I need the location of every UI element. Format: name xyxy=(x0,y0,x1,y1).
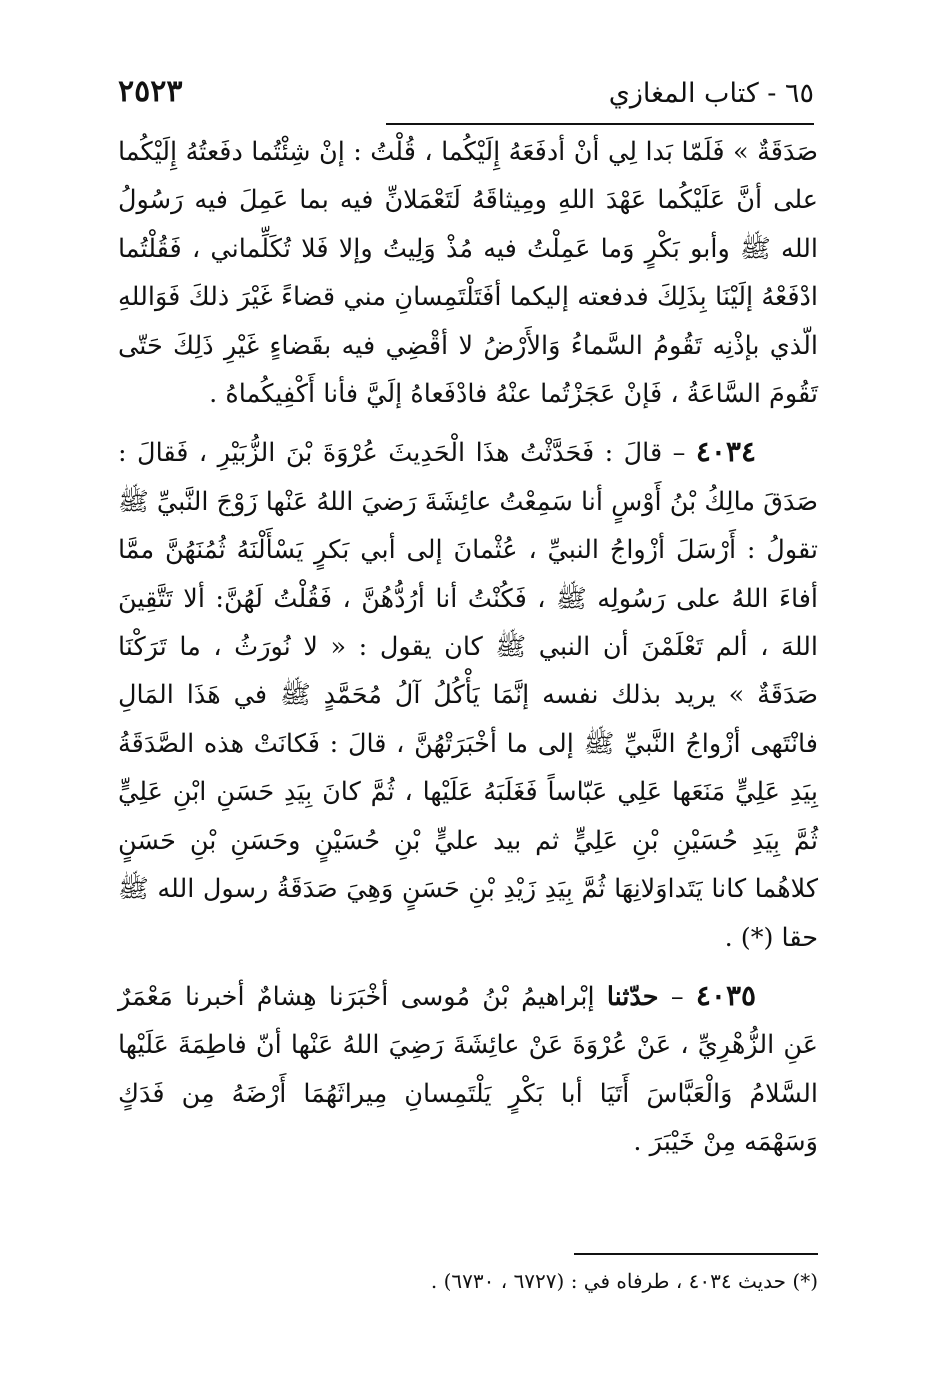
hadith-paragraph: ٤٠٣٥ – حدّثنا إبْراهيمُ بْنُ مُوسى أخْبَرَنا هِشامٌ أخبرنا مَعْمَرٌ عَنِ الزُّهْرِيِّ ، عَنْ عُرْوَةَ عَنْ عائِشَةَ رَضِيَ اللهُ عَنْها أنّ فاطِمَةَ عَلَيْها السَّلامُ وَالْعَبَّاسَ أَتَيَا أبا بَكْرٍ يَلْتَمِسانِ مِيراثَهُمَا أَرْضَهُ مِن فَدَكٍ وَسَهْمَه مِنْ خَيْبَرَ . xyxy=(118,978,818,1158)
page-number: ٢٥٢٣ xyxy=(118,74,183,109)
footnote: (*) حديث ٤٠٣٤ ، طرفاه في : (٦٧٢٧ ، ٦٧٣٠) . xyxy=(430,1269,818,1293)
hadith-lead-word: حدّثنا xyxy=(606,981,659,1012)
hadith-paragraph: ٤٠٣٤ – قالَ : فَحَدَّثْتُ هذَا الْحَدِيثَ عُرْوَةَ بْنَ الزُّبَيْرِ ، فَقالَ : صَدَقَ مالِكُ بْنُ أَوْسٍ أنا سَمِعْتُ عائِشَةَ رَضيَ اللهُ عَنْها زَوْجَ النَّبيِّ ﷺ تقولُ : أَرْسَلَ أزْواجُ النبيِّ ، عُثْمانَ إلى أبي بَكرٍ يَسْأَلْنَهُ ثُمُنَهُنَّ ممَّا أفاءَ اللهُ على رَسُولِه ﷺ ، فَكُنْتُ أنا أرُدُّهُنَّ ، فَقُلْتُ لَهُنَّ: ألا تَتَّقِينَ اللهَ ، ألم تَعْلَمْنَ أن النبي ﷺ كان يقول : « لا نُورَثُ ، ما تَرَكْنَا صَدَقَةٌ » يريد بذلك نفسه إنَّمَا يَأْكُلُ آلُ مُحَمَّدٍ ﷺ في هَذَا المَالِ فانْتَهى أزْواجُ النَّبيِّ ﷺ إلى ما أخْبَرَتْهُنَّ ، قالَ : فَكانَتْ هذه الصَّدَقَةُ بِيَدِ عَلِيٍّ مَنَعَها عَلِي عَبّاساً فَغَلَبَهُ عَلَيْها ، ثُمَّ كانَ بِيَدِ حَسَنِ ابْنِ عَلِيٍّ ثُمَّ بِيَدِ حُسَيْنِ بْنِ عَلِيٍّ ثم بيد عليٍّ بْنِ حُسَيْنٍ وحَسَنِ بْنِ حَسَنٍ كلاهُما كانا يَتَداوَلانِهَا ثُمَّ بِيَدِ زَيْدِ بْنِ حَسَنٍ وَهِيَ صَدَقَةُ رسول الله ﷺ حقا (*) . xyxy=(118,435,818,953)
paragraph-text: إبْراهيمُ بْنُ مُوسى أخْبَرَنا هِشامٌ أخبرنا مَعْمَرٌ عَنِ الزُّهْرِيِّ ، عَنْ عُرْوَةَ عَنْ عائِشَةَ رَضِيَ اللهُ عَنْها أنّ فاطِمَةَ عَلَيْها السَّلامُ وَالْعَبَّاسَ أَتَيَا أبا بَكْرٍ يَلْتَمِسانِ مِيراثَهُمَا أَرْضَهُ مِن فَدَكٍ وَسَهْمَه مِنْ خَيْبَرَ . xyxy=(118,981,818,1158)
main-text xyxy=(118,128,818,1177)
hadith-number: ٤٠٣٥ xyxy=(695,978,757,1012)
paragraph-text: قالَ : فَحَدَّثْتُ هذَا الْحَدِيثَ عُرْوَةَ بْنَ الزُّبَيْرِ ، فَقالَ : صَدَقَ مالِكُ بْنُ أَوْسٍ أنا سَمِعْتُ عائِشَةَ رَضيَ اللهُ عَنْها زَوْجَ النَّبيِّ ﷺ تقولُ : أَرْسَلَ أزْواجُ النبيِّ ، عُثْمانَ إلى أبي بَكرٍ يَسْأَلْنَهُ ثُمُنَهُنَّ ممَّا أفاءَ اللهُ على رَسُولِه ﷺ ، فَكُنْتُ أنا أرُدُّهُنَّ ، فَقُلْتُ لَهُنَّ: ألا تَتَّقِينَ اللهَ ، ألم تَعْلَمْنَ أن النبي ﷺ كان يقول : « لا نُورَثُ ، ما تَرَكْنَا صَدَقَةٌ » يريد بذلك نفسه إنَّمَا يَأْكُلُ آلُ مُحَمَّدٍ ﷺ في هَذَا المَالِ فانْتَهى أزْواجُ النَّبيِّ ﷺ إلى ما أخْبَرَتْهُنَّ ، قالَ : فَكانَتْ هذه الصَّدَقَةُ بِيَدِ عَلِيٍّ مَنَعَها عَلِي عَبّاساً فَغَلَبَهُ عَلَيْها ، ثُمَّ كانَ بِيَدِ حَسَنِ ابْنِ عَلِيٍّ ثُمَّ بِيَدِ حُسَيْنِ بْنِ عَلِيٍّ ثم بيد عليٍّ بْنِ حُسَيْنٍ وحَسَنِ بْنِ حَسَنٍ كلاهُما كانا يَتَداوَلانِهَا ثُمَّ بِيَدِ زَيْدِ بْنِ حَسَنٍ وَهِيَ صَدَقَةُ رسول الله ﷺ حقا (*) . xyxy=(118,438,818,953)
paragraph-text: صَدَقَةٌ » فَلَمّا بَدا لِي أنْ أدفَعَهُ إِلَيْكُما ، قُلْتُ : إنْ شِئْتُما دفَعتُهُ إِلَيْكُما على أنَّ عَلَيْكُما عَهْدَ اللهِ ومِيثاقَهُ لَتَعْمَلانِّ فيه بما عَمِلَ فيه رَسُولُ الله ﷺ وأبو بَكْرٍ وَما عَمِلْتُ فيه مُذْ وَلِيتُ وإلا فَلا تُكَلِّماني ، فَقُلْتُما ادْفَعْهُ إلَيْنَا بِذَلِكَ فدفعته إليكما أفَتَلْتَمِسانِ مني قضاءً غَيْرَ ذلكَ فَوَاللهِ الّذي بإذْنِه تَقُومُ السَّماءُ وَالأَرْضُ لا أقْضِي فيه بقَضاءٍ غَيْرِ ذَلِكَ حَتّى تَقُومَ السَّاعَةُ ، فَإنْ عَجَزْتُما عنْهُ فادْفَعاهُ إلَيَّ فأنا أَكْفِيكُماهُ . xyxy=(118,137,818,410)
running-title: ٦٥ - كتاب المغازي xyxy=(608,78,814,109)
footnote-rule xyxy=(574,1253,818,1255)
page-header xyxy=(118,74,814,120)
hadith-number: ٤٠٣٤ xyxy=(695,435,756,469)
continuation-paragraph xyxy=(118,128,818,418)
header-rule xyxy=(386,123,814,125)
